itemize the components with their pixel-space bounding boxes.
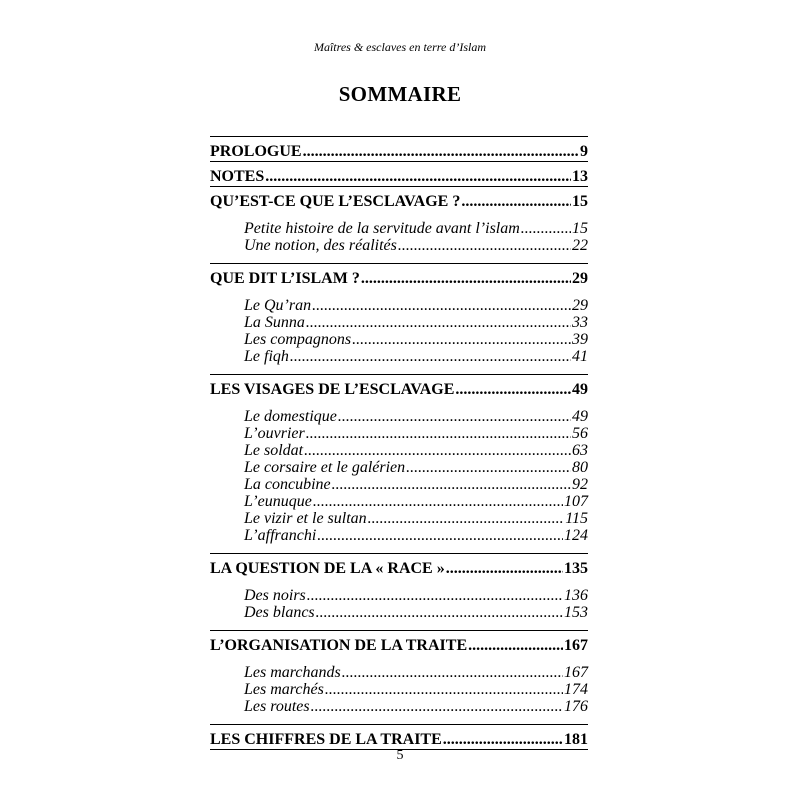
chapter-page-number: 49	[572, 381, 588, 398]
subsection-title: Les marchés	[244, 681, 324, 698]
toc-section	[210, 375, 588, 554]
dot-leader	[307, 587, 563, 605]
dot-leader	[443, 731, 563, 749]
chapter-title: PROLOGUE	[210, 143, 302, 160]
subsection-page-number: 92	[572, 476, 588, 493]
toc-subsection-list	[210, 288, 588, 374]
subsection-page-number: 22	[572, 237, 588, 254]
toc-section	[210, 264, 588, 375]
dot-leader	[325, 681, 563, 699]
subsection-title: Petite histoire de la servitude avant l’islam	[244, 220, 520, 237]
subsection-page-number: 136	[564, 587, 588, 604]
subsection-page-number: 174	[564, 681, 588, 698]
dot-leader	[521, 220, 571, 238]
dot-leader	[461, 193, 571, 211]
subsection-title: Les marchands	[244, 664, 341, 681]
toc-chapter-entry	[210, 554, 588, 578]
page-number: 5	[396, 748, 404, 763]
dot-leader	[361, 270, 571, 288]
toc-section	[210, 136, 588, 162]
toc-subsection-entry	[244, 476, 588, 493]
toc-chapter-entry	[210, 162, 588, 186]
dot-leader	[317, 527, 563, 545]
dot-leader	[468, 637, 563, 655]
dot-leader	[265, 168, 571, 186]
chapter-page-number: 181	[564, 731, 588, 748]
subsection-page-number: 167	[564, 664, 588, 681]
toc-subsection-entry	[244, 314, 588, 331]
toc-section	[210, 554, 588, 631]
chapter-page-number: 135	[564, 560, 588, 577]
subsection-page-number: 39	[572, 331, 588, 348]
subsection-page-number: 124	[564, 527, 588, 544]
subsection-title: Des blancs	[244, 604, 315, 621]
subsection-page-number: 41	[572, 348, 588, 365]
chapter-page-number: 15	[572, 193, 588, 210]
toc-section	[210, 631, 588, 725]
toc-subsection-entry	[244, 297, 588, 314]
toc-chapter-entry	[210, 375, 588, 399]
subsection-title: Le vizir et le sultan	[244, 510, 367, 527]
toc-subsection-entry	[244, 698, 588, 715]
chapter-title: NOTES	[210, 168, 265, 185]
subsection-page-number: 33	[572, 314, 588, 331]
toc-subsection-entry	[244, 442, 588, 459]
toc-subsection-entry	[244, 425, 588, 442]
subsection-page-number: 107	[564, 493, 588, 510]
dot-leader	[312, 297, 571, 315]
dot-leader	[338, 408, 571, 426]
toc-subsection-list	[210, 399, 588, 553]
page-title: SOMMAIRE	[338, 82, 462, 106]
toc-section	[210, 725, 588, 750]
dot-leader	[306, 314, 571, 332]
toc-subsection-entry	[244, 527, 588, 544]
subsection-title: Une notion, des réalités	[244, 237, 397, 254]
toc-chapter-entry	[210, 137, 588, 161]
toc-chapter-entry	[210, 631, 588, 655]
chapter-page-number: 167	[564, 637, 588, 654]
table-of-contents	[210, 136, 588, 750]
dot-leader	[332, 476, 571, 494]
dot-leader	[311, 698, 563, 716]
toc-subsection-entry	[244, 604, 588, 621]
toc-section	[210, 187, 588, 264]
toc-subsection-entry	[244, 510, 588, 527]
subsection-page-number: 56	[572, 425, 588, 442]
toc-chapter-entry	[210, 187, 588, 211]
chapter-page-number: 29	[572, 270, 588, 287]
subsection-title: Les routes	[244, 698, 310, 715]
subsection-title: La concubine	[244, 476, 331, 493]
dot-leader	[455, 381, 571, 399]
subsection-page-number: 80	[572, 459, 588, 476]
toc-subsection-entry	[244, 587, 588, 604]
dot-leader	[290, 348, 571, 366]
subsection-title: L’eunuque	[244, 493, 312, 510]
chapter-title: QU’EST-CE QUE L’ESCLAVAGE ?	[210, 193, 461, 210]
subsection-title: Des noirs	[244, 587, 306, 604]
subsection-title: L’ouvrier	[244, 425, 305, 442]
chapter-title: L’ORGANISATION DE LA TRAITE	[210, 637, 468, 654]
subsection-title: L’affranchi	[244, 527, 317, 544]
toc-subsection-entry	[244, 459, 588, 476]
chapter-title: QUE DIT L’ISLAM ?	[210, 270, 360, 287]
chapter-page-number: 13	[572, 168, 588, 185]
subsection-page-number: 115	[565, 510, 588, 527]
subsection-title: Le domestique	[244, 408, 337, 425]
toc-subsection-entry	[244, 681, 588, 698]
toc-section	[210, 162, 588, 187]
subsection-title: Le corsaire et le galérien	[244, 459, 406, 476]
subsection-page-number: 176	[564, 698, 588, 715]
subsection-page-number: 153	[564, 604, 588, 621]
toc-subsection-entry	[244, 408, 588, 425]
dot-leader	[304, 442, 571, 460]
dot-leader	[352, 331, 571, 349]
toc-subsection-list	[210, 578, 588, 630]
chapter-page-number: 9	[580, 143, 588, 160]
toc-subsection-entry	[244, 331, 588, 348]
dot-leader	[406, 459, 571, 477]
toc-chapter-entry	[210, 264, 588, 288]
toc-chapter-entry	[210, 725, 588, 749]
toc-subsection-entry	[244, 220, 588, 237]
toc-subsection-entry	[244, 348, 588, 365]
subsection-title: Les compagnons	[244, 331, 352, 348]
chapter-title: LES VISAGES DE L’ESCLAVAGE	[210, 381, 455, 398]
subsection-page-number: 15	[572, 220, 588, 237]
subsection-page-number: 49	[572, 408, 588, 425]
subsection-title: Le fiqh	[244, 348, 289, 365]
dot-leader	[316, 604, 563, 622]
chapter-title: LES CHIFFRES DE LA TRAITE	[210, 731, 442, 748]
chapter-title: LA QUESTION DE LA « RACE »	[210, 560, 445, 577]
subsection-title: Le soldat	[244, 442, 304, 459]
running-header: Maîtres & esclaves en terre d’Islam	[313, 40, 487, 54]
dot-leader	[368, 510, 565, 528]
dot-leader	[313, 493, 563, 511]
subsection-title: La Sunna	[244, 314, 305, 331]
toc-subsection-list	[210, 655, 588, 724]
dot-leader	[342, 664, 563, 682]
dot-leader	[306, 425, 571, 443]
subsection-title: Le Qu’ran	[244, 297, 312, 314]
toc-subsection-entry	[244, 664, 588, 681]
subsection-page-number: 29	[572, 297, 588, 314]
toc-subsection-entry	[244, 237, 588, 254]
toc-subsection-entry	[244, 493, 588, 510]
dot-leader	[446, 560, 563, 578]
toc-subsection-list	[210, 211, 588, 263]
dot-leader	[303, 143, 579, 161]
subsection-page-number: 63	[572, 442, 588, 459]
dot-leader	[398, 237, 571, 255]
